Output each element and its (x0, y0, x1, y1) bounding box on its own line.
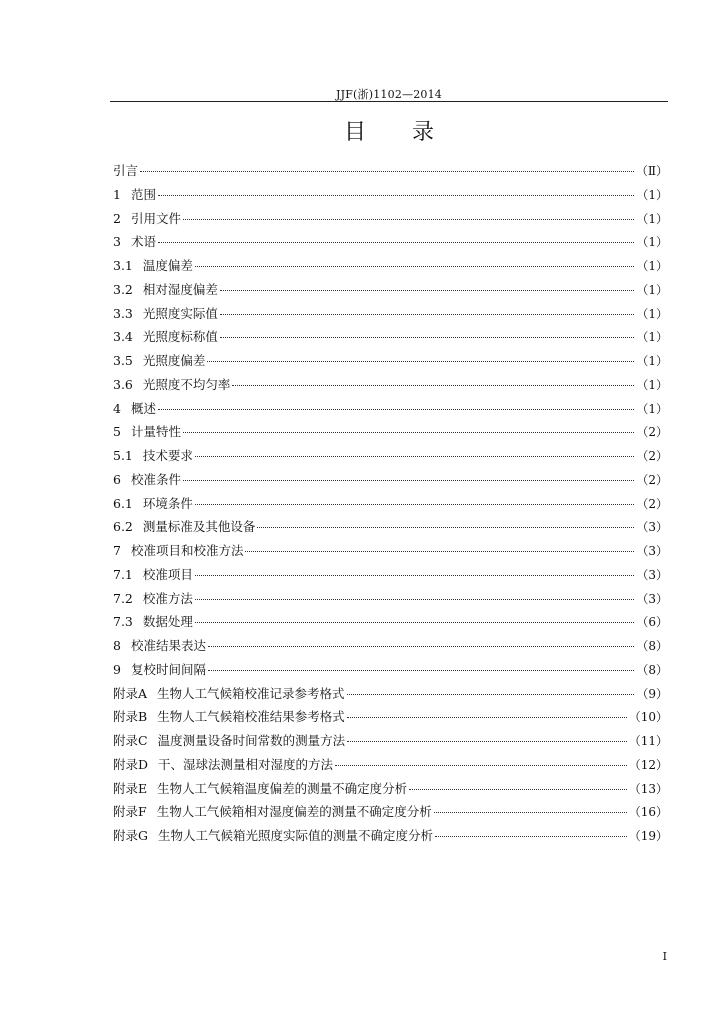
toc-title: 生物人工气候箱校准记录参考格式 (157, 685, 345, 701)
toc-number: 附录B (113, 709, 148, 725)
toc-page: （9） (636, 686, 668, 701)
toc-number: 1 (113, 186, 121, 202)
toc-page: （3） (636, 520, 668, 535)
toc-title: 干、湿球法测量相对湿度的方法 (158, 756, 334, 772)
toc-entry[interactable] (113, 420, 668, 444)
toc-number: 4 (113, 400, 121, 416)
toc-entry[interactable] (113, 824, 668, 848)
toc-title: 生物人工气候箱光照度实际值的测量不确定度分析 (158, 828, 434, 843)
toc-title: 引用文件 (130, 210, 181, 226)
toc-entry[interactable] (113, 183, 668, 207)
dot-leader (207, 361, 634, 362)
toc-number: 3.2 (113, 281, 133, 297)
toc-number: 7.2 (113, 590, 133, 606)
dot-leader (183, 219, 634, 220)
toc-page: （1） (636, 330, 668, 345)
dot-leader (183, 480, 634, 481)
toc-number: 9 (113, 661, 121, 677)
toc-number: 5 (113, 424, 121, 440)
toc-title: 生物人工气候箱校准结果参考格式 (157, 709, 345, 725)
toc-entry[interactable] (113, 302, 668, 326)
toc-entry[interactable] (113, 682, 668, 706)
dot-leader (208, 670, 634, 671)
toc-title: 范围 (130, 186, 156, 202)
toc-page: （1） (636, 282, 668, 297)
dot-leader (409, 789, 627, 790)
toc-number: 2 (113, 210, 121, 226)
toc-entry[interactable] (113, 777, 668, 801)
toc-number: 附录G (113, 828, 148, 843)
dot-leader (140, 171, 634, 172)
toc-title: 光照度标称值 (142, 329, 218, 345)
document-code: JJF(浙)1102—2014 (335, 88, 443, 101)
toc-entry[interactable] (113, 539, 668, 563)
toc-title: 相对湿度偏差 (142, 281, 218, 297)
dot-leader (208, 646, 634, 647)
toc-entry[interactable] (113, 254, 668, 278)
dot-leader (347, 694, 635, 695)
toc-page: （11） (628, 734, 668, 748)
toc-entry[interactable] (113, 349, 668, 373)
toc-page: （10） (628, 710, 668, 725)
toc-page: （1） (636, 187, 668, 202)
dot-leader (195, 456, 634, 457)
toc-title: 技术要求 (142, 448, 193, 463)
toc-entry[interactable] (113, 563, 668, 587)
toc-number: 附录F (113, 804, 147, 820)
toc-entry[interactable] (113, 515, 668, 539)
dot-leader (195, 599, 634, 600)
toc-number: 附录C (113, 733, 148, 748)
toc-number: 3.3 (113, 305, 133, 321)
toc-page: （8） (636, 662, 668, 677)
toc-entry[interactable] (113, 492, 668, 516)
toc-number: 7 (113, 543, 121, 558)
toc-page: （1） (636, 259, 668, 273)
toc-title: 引言 (113, 163, 139, 178)
dot-leader (335, 765, 627, 766)
toc-number: 6.2 (113, 519, 133, 535)
toc-number: 7.3 (113, 614, 133, 630)
toc-title: 概述 (130, 400, 156, 416)
toc-page: （12） (628, 757, 668, 772)
toc-number: 6.1 (113, 495, 133, 511)
toc-number: 3.1 (113, 258, 133, 273)
dot-leader (183, 432, 634, 433)
dot-leader (195, 575, 634, 576)
toc-entry[interactable] (113, 325, 668, 349)
toc-page: （3） (636, 544, 668, 558)
toc-entry[interactable] (113, 729, 668, 753)
toc-entry[interactable] (113, 800, 668, 824)
toc-entry[interactable] (113, 634, 668, 658)
toc-number: 附录A (113, 685, 148, 701)
toc-number: 6 (113, 471, 121, 487)
toc-title: 温度测量设备时间常数的测量方法 (157, 733, 346, 748)
toc-entry[interactable] (113, 278, 668, 302)
toc-page: （6） (636, 615, 668, 630)
toc-page: （2） (636, 472, 668, 487)
toc-number: 8 (113, 638, 121, 653)
toc-entry[interactable] (113, 397, 668, 421)
toc-title: 测量标准及其他设备 (142, 519, 256, 535)
toc-number: 5.1 (113, 448, 133, 463)
dot-leader (220, 314, 634, 315)
dot-leader (158, 242, 634, 243)
toc-title: 校准结果表达 (130, 638, 206, 653)
toc-page: （1） (636, 211, 668, 226)
toc-title: 校准条件 (130, 471, 181, 487)
toc-entry[interactable] (113, 468, 668, 492)
toc-page: （1） (636, 401, 668, 416)
toc-page: （1） (636, 235, 668, 250)
toc-page: （16） (628, 805, 668, 820)
toc-entry[interactable] (113, 373, 668, 397)
toc-title: 光照度实际值 (142, 305, 218, 321)
toc-entry[interactable] (113, 610, 668, 634)
toc-title: 温度偏差 (142, 258, 193, 273)
dot-leader (195, 622, 634, 623)
toc-number: 附录D (113, 756, 149, 772)
dot-leader (195, 266, 634, 267)
toc-page: （2） (636, 496, 668, 511)
dot-leader (195, 504, 634, 505)
toc-page: （3） (636, 591, 668, 606)
toc-title: 术语 (130, 234, 156, 250)
dot-leader (435, 836, 627, 837)
toc-entry[interactable] (113, 159, 668, 183)
dot-leader (220, 337, 634, 338)
toc-number: 3 (113, 234, 121, 250)
page-title: 目录 (343, 120, 480, 145)
toc-page: （2） (636, 449, 668, 463)
dot-leader (347, 717, 627, 718)
toc-entry[interactable] (113, 207, 668, 231)
toc-entry[interactable] (113, 705, 668, 729)
toc-page: （19） (628, 829, 668, 843)
toc-page: （8） (636, 639, 668, 653)
header-rule (110, 101, 668, 102)
dot-leader (220, 290, 634, 291)
toc-number: 3.4 (113, 329, 133, 345)
table-of-contents (113, 159, 668, 848)
toc-title: 光照度不均匀率 (142, 376, 231, 392)
toc-title: 复校时间间隔 (130, 661, 206, 677)
toc-title: 生物人工气候箱相对湿度偏差的测量不确定度分析 (156, 804, 432, 820)
toc-number: 3.6 (113, 376, 133, 392)
toc-page: （1） (636, 377, 668, 392)
toc-title: 生物人工气候箱温度偏差的测量不确定度分析 (157, 780, 408, 796)
dot-leader (245, 551, 634, 552)
toc-title: 数据处理 (142, 614, 193, 630)
toc-entry[interactable] (113, 230, 668, 254)
toc-number: 3.5 (113, 353, 133, 368)
toc-entry[interactable] (113, 658, 668, 682)
dot-leader (434, 812, 627, 813)
dot-leader (347, 741, 627, 742)
dot-leader (158, 409, 634, 410)
toc-page: （13） (628, 781, 668, 796)
toc-entry[interactable] (113, 753, 668, 777)
toc-page: （3） (636, 567, 668, 582)
toc-title: 校准项目 (142, 566, 193, 582)
dot-leader (158, 195, 634, 196)
dot-leader (232, 385, 634, 386)
toc-title: 校准方法 (142, 590, 193, 606)
toc-page: （1） (636, 306, 668, 321)
dot-leader (257, 527, 634, 528)
toc-page: （2） (636, 425, 668, 440)
toc-page: （Ⅱ） (635, 164, 668, 178)
toc-number: 7.1 (113, 566, 133, 582)
toc-title: 计量特性 (130, 424, 181, 440)
toc-entry[interactable] (113, 444, 668, 468)
toc-number: 附录E (113, 780, 148, 796)
toc-title: 校准项目和校准方法 (130, 543, 244, 558)
toc-entry[interactable] (113, 587, 668, 611)
toc-title: 光照度偏差 (142, 353, 206, 368)
page-number: I (662, 950, 667, 963)
toc-page: （1） (636, 354, 668, 368)
toc-title: 环境条件 (142, 495, 193, 511)
